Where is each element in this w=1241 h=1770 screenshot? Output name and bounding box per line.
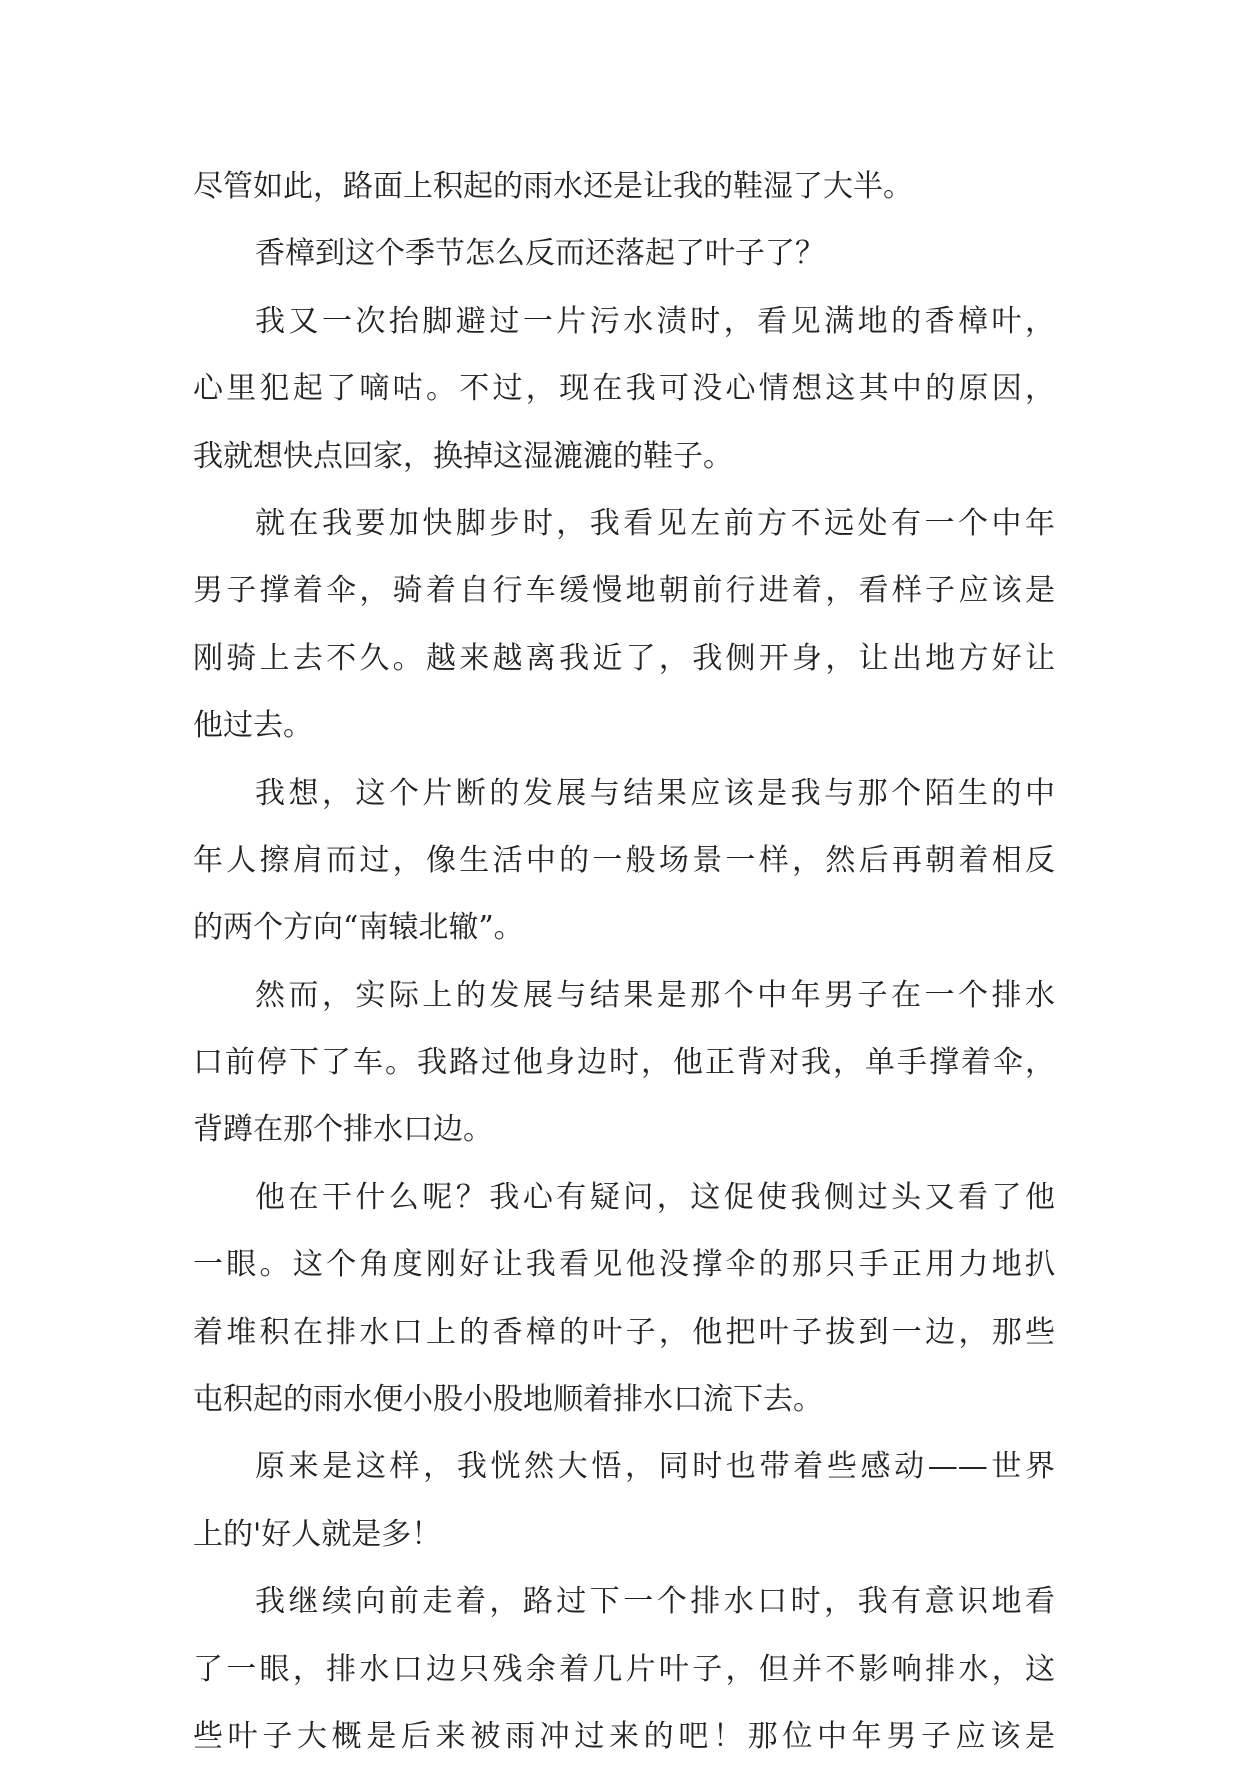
text-line: 屯积起的雨水便小股小股地顺着排水口流下去。	[193, 1382, 823, 1418]
text-line: 口前停下了车。我路过他身边时，他正背对我，单手撑着伞，	[193, 1045, 1055, 1081]
text-line: 男子撑着伞，骑着自行车缓慢地朝前行进着，看样子应该是	[193, 573, 1055, 609]
text-line: 尽管如此，路面上积起的雨水还是让我的鞋湿了大半。	[193, 169, 913, 204]
text-line: 我继续向前走着，路过下一个排水口时，我有意识地看	[255, 1584, 1055, 1620]
text-line: 刚骑上去不久。越来越离我近了，我侧开身，让出地方好让	[193, 640, 1055, 676]
text-line: 着堆积在排水口上的香樟的叶子，他把叶子拔到一边，那些	[193, 1314, 1055, 1350]
text-line: 一眼。这个角度刚好让我看见他没撑伞的那只手正用力地扒	[193, 1247, 1055, 1283]
text-line: 上的'好人就是多！	[193, 1516, 442, 1552]
text-line: 就在我要加快脚步时，我看见左前方不远处有一个中年	[255, 505, 1055, 541]
text-line: 然而，实际上的发展与结果是那个中年男子在一个排水	[255, 977, 1055, 1013]
text-line: 他在干什么呢？我心有疑问，这促使我侧过头又看了他	[255, 1179, 1055, 1215]
text-line: 他过去。	[193, 708, 313, 744]
text-line: 心里犯起了嘀咕。不过，现在我可没心情想这其中的原因，	[193, 371, 1055, 407]
text-line: 年人擦肩而过，像生活中的一般场景一样，然后再朝着相反	[193, 842, 1055, 878]
text-line: 我又一次抬脚避过一片污水渍时，看见满地的香樟叶，	[255, 303, 1055, 339]
text-line: 了一眼，排水口边只残余着几片叶子，但并不影响排水，这	[193, 1651, 1055, 1687]
text-line: 我想，这个片断的发展与结果应该是我与那个陌生的中	[255, 775, 1055, 811]
text-line: 原来是这样，我恍然大悟，同时也带着些感动——世界	[255, 1449, 1055, 1485]
text-line: 些叶子大概是后来被雨冲过来的吧！那位中年男子应该是	[193, 1718, 1055, 1754]
document-body	[193, 153, 1055, 1770]
text-line: 背蹲在那个排水口边。	[193, 1112, 493, 1148]
text-line: 我就想快点回家，换掉这湿漉漉的鞋子。	[193, 438, 733, 474]
text-line: 的两个方向“南辕北辙”。	[193, 910, 524, 946]
text-line: 香樟到这个季节怎么反而还落起了叶子了？	[255, 236, 825, 272]
